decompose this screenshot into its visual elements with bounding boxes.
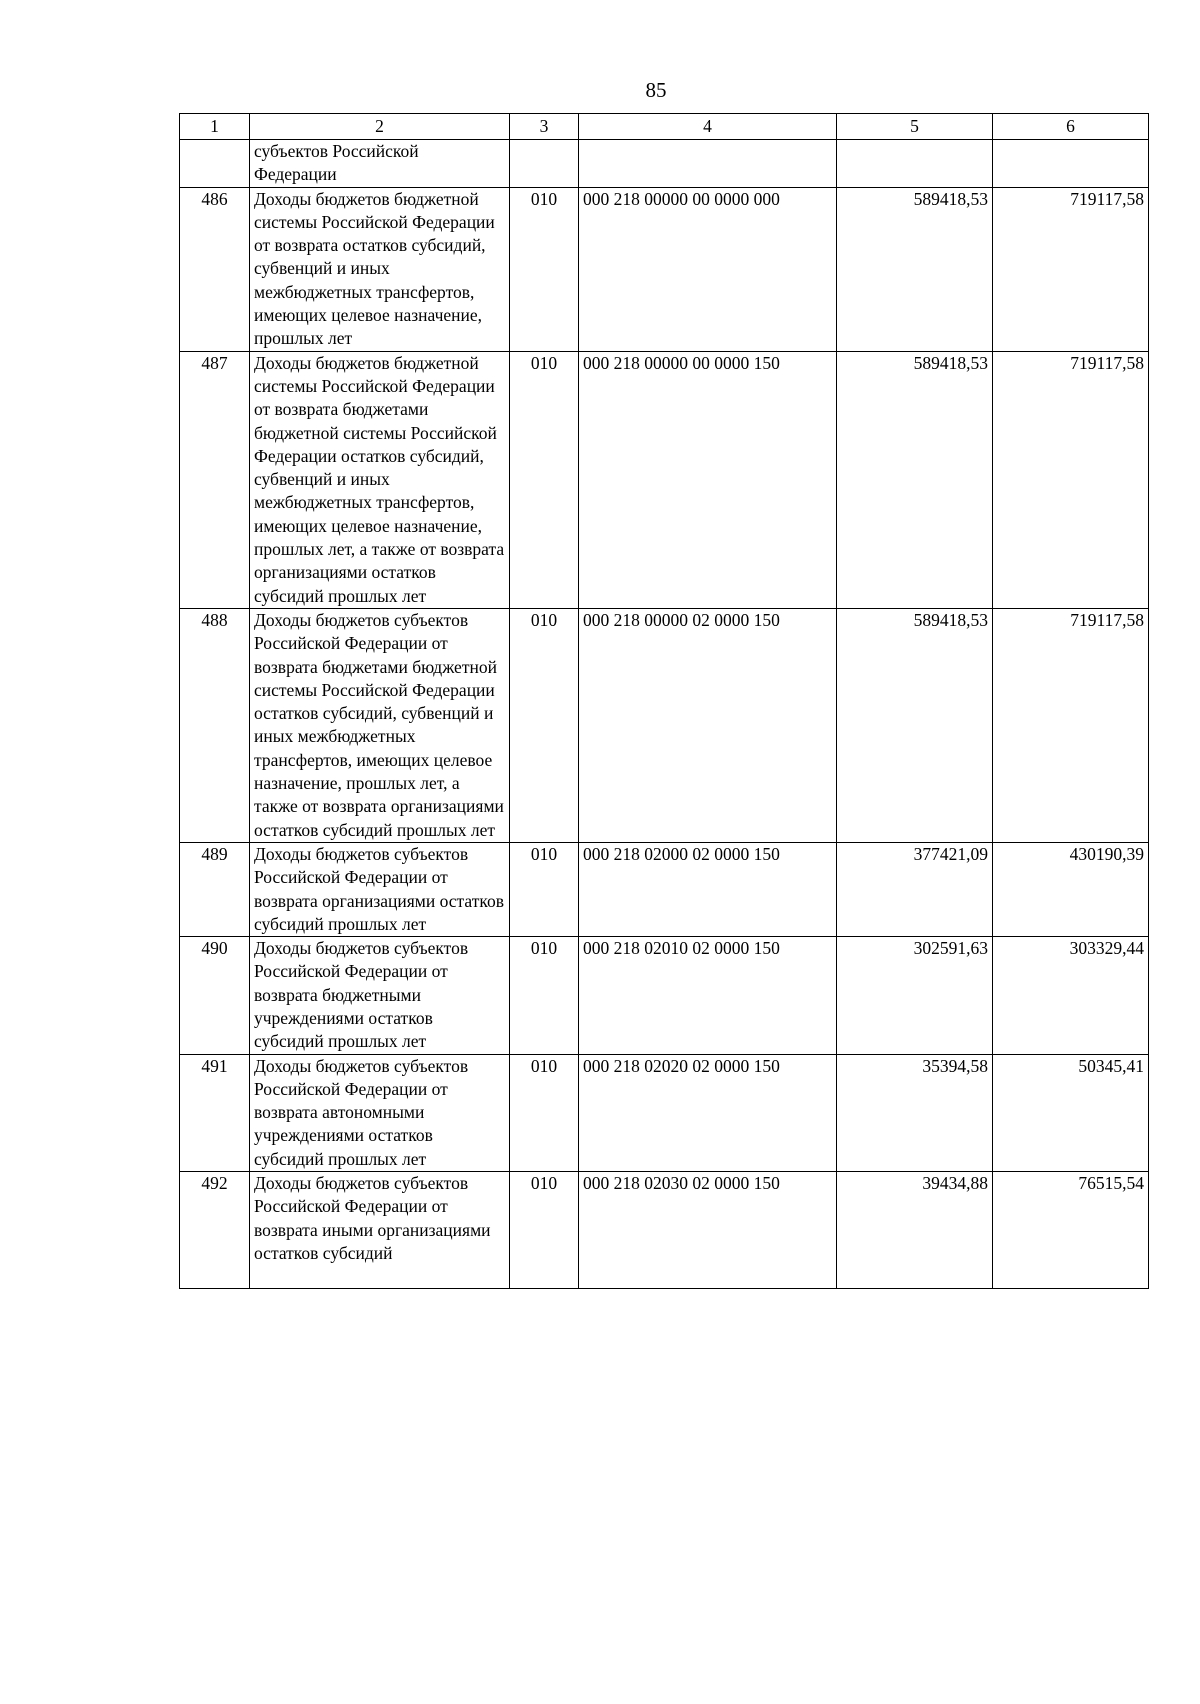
row-number: 488 <box>180 608 250 842</box>
row-code <box>510 140 579 188</box>
table-row <box>180 1172 1149 1289</box>
row-code: 010 <box>510 842 579 936</box>
row-number: 492 <box>180 1172 250 1289</box>
row-number: 486 <box>180 187 250 351</box>
row-value-6: 430190,39 <box>993 842 1149 936</box>
row-name: Доходы бюджетов бюджетной системы Российской Федерации от возврата бюджетами бюджетной системы Российской Федерации остатков субсидий, субвенций и иных межбюджетных трансфертов, имеющих целевое назначение, прошлых лет, а также от возврата организациями остатков субсидий прошлых лет <box>250 351 510 608</box>
row-number <box>180 140 250 188</box>
row-number: 489 <box>180 842 250 936</box>
row-value-5: 39434,88 <box>837 1172 993 1289</box>
column-header-3: 3 <box>510 114 579 140</box>
row-name: Доходы бюджетов субъектов Российской Федерации от возврата бюджетными учреждениями остатков субсидий прошлых лет <box>250 937 510 1054</box>
page-number: 85 <box>645 78 667 102</box>
row-kbk: 000 218 02020 02 0000 150 <box>579 1054 837 1171</box>
row-code: 010 <box>510 608 579 842</box>
row-value-5: 589418,53 <box>837 187 993 351</box>
row-value-6: 719117,58 <box>993 608 1149 842</box>
table-row <box>180 187 1149 351</box>
row-value-6: 719117,58 <box>993 351 1149 608</box>
revenue-table <box>179 113 1149 1289</box>
row-number: 487 <box>180 351 250 608</box>
row-value-5: 35394,58 <box>837 1054 993 1171</box>
row-code: 010 <box>510 187 579 351</box>
row-kbk: 000 218 02010 02 0000 150 <box>579 937 837 1054</box>
row-code: 010 <box>510 937 579 1054</box>
row-name: Доходы бюджетов субъектов Российской Федерации от возврата автономными учреждениями остатков субсидий прошлых лет <box>250 1054 510 1171</box>
row-value-5: 377421,09 <box>837 842 993 936</box>
header-row <box>180 114 1149 140</box>
column-header-4: 4 <box>579 114 837 140</box>
table-row <box>180 1054 1149 1171</box>
row-value-6: 76515,54 <box>993 1172 1149 1289</box>
table-row <box>180 937 1149 1054</box>
row-name: субъектов Российской Федерации <box>250 140 510 188</box>
table-row <box>180 842 1149 936</box>
row-code: 010 <box>510 1172 579 1289</box>
row-value-5 <box>837 140 993 188</box>
row-number: 490 <box>180 937 250 1054</box>
column-header-2: 2 <box>250 114 510 140</box>
row-value-6: 50345,41 <box>993 1054 1149 1171</box>
row-number: 491 <box>180 1054 250 1171</box>
table-row <box>180 608 1149 842</box>
row-value-6: 303329,44 <box>993 937 1149 1054</box>
row-value-6 <box>993 140 1149 188</box>
row-code: 010 <box>510 351 579 608</box>
column-header-6: 6 <box>993 114 1149 140</box>
row-kbk: 000 218 02030 02 0000 150 <box>579 1172 837 1289</box>
row-name: Доходы бюджетов субъектов Российской Федерации от возврата организациями остатков субсидий прошлых лет <box>250 842 510 936</box>
row-name: Доходы бюджетов субъектов Российской Федерации от возврата бюджетами бюджетной системы Российской Федерации остатков субсидий, субвенций и иных межбюджетных трансфертов, имеющих целевое назначение, прошлых лет, а также от возврата организациями остатков субсидий прошлых лет <box>250 608 510 842</box>
row-kbk <box>579 140 837 188</box>
column-header-1: 1 <box>180 114 250 140</box>
row-name: Доходы бюджетов бюджетной системы Российской Федерации от возврата остатков субсидий, субвенций и иных межбюджетных трансфертов, имеющих целевое назначение, прошлых лет <box>250 187 510 351</box>
row-kbk: 000 218 00000 02 0000 150 <box>579 608 837 842</box>
row-kbk: 000 218 00000 00 0000 150 <box>579 351 837 608</box>
row-value-5: 589418,53 <box>837 351 993 608</box>
row-value-6: 719117,58 <box>993 187 1149 351</box>
row-code: 010 <box>510 1054 579 1171</box>
row-value-5: 302591,63 <box>837 937 993 1054</box>
row-kbk: 000 218 00000 00 0000 000 <box>579 187 837 351</box>
table-row <box>180 351 1149 608</box>
row-kbk: 000 218 02000 02 0000 150 <box>579 842 837 936</box>
row-value-5: 589418,53 <box>837 608 993 842</box>
table-row-continuation <box>180 140 1149 188</box>
row-name: Доходы бюджетов субъектов Российской Федерации от возврата иными организациями остатков субсидий <box>250 1172 510 1289</box>
column-header-5: 5 <box>837 114 993 140</box>
